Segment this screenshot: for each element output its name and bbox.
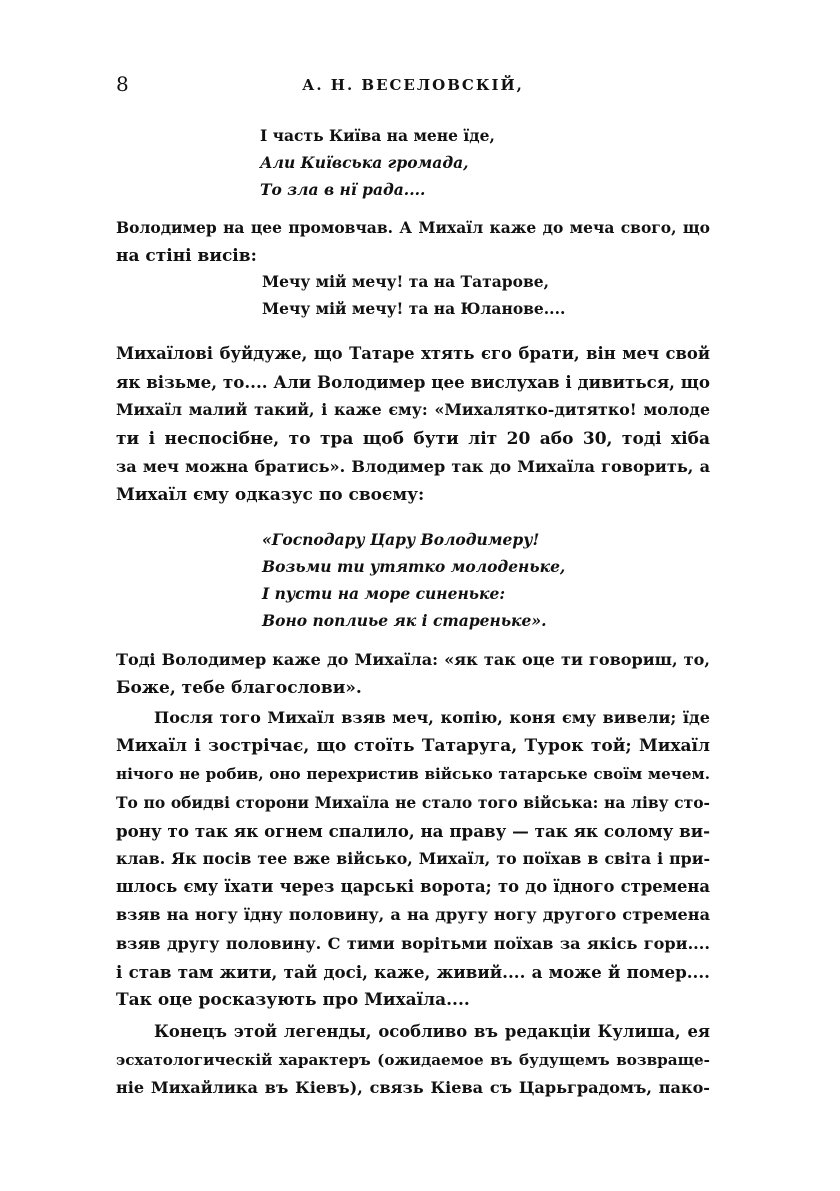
verse-block-2 (262, 268, 565, 322)
text-line: за меч можна братись». Влодимер так до Михаїла говорить, а (116, 456, 710, 476)
text-line: То по обидві сторони Михаїла не стало того війська: на ліву сто- (116, 792, 710, 812)
verse-line: Мечу мій мечу! та на Татарове, (262, 272, 549, 291)
verse-line: Али Київська громада, (260, 153, 469, 172)
text-line: Михаїл малий такий, і каже єму: «Михалятко-дитятко! молоде (116, 400, 710, 420)
text-line: шлось єму їхати через царські ворота; то до їдного стремена (116, 877, 710, 897)
verse-block-3 (262, 526, 565, 634)
text-line: Михаїлові буйдуже, що Татаре хтять єго брати, він меч свой (116, 344, 710, 363)
text-line: взяв на ногу їдну половину, а на другу ногу другого стремена (116, 905, 710, 925)
verse-line: «Господару Цару Володимеру! (262, 530, 540, 549)
text-line: Михаїл єму одказус по своєму: (116, 485, 425, 506)
text-line: і став там жити, тай досі, каже, живий.... а може й помер.... (116, 961, 710, 982)
verse-block-1 (260, 122, 495, 203)
text-line: эсхатологическій характеръ (ожидаемое въ будущемъ возвраще- (116, 1051, 710, 1070)
text-line: клав. Як посів тее вже військо, Михаїл, то поїхав в світа і при- (116, 849, 710, 869)
paragraph-1 (116, 214, 710, 270)
paragraph-5 (116, 1018, 710, 1103)
text-line: на стіні висів: (116, 246, 257, 267)
text-line: Володимер на цее промовчав. А Михаїл каже до меча свого, що (116, 218, 710, 237)
verse-line: І пусти на море синеньке: (262, 584, 506, 603)
text-line: Посля того Михаїл взяв меч, копію, коня єму вивели; їде (154, 708, 710, 727)
page-header (116, 72, 710, 102)
verse-line: Мечу мій мечу! та на Юланове.... (262, 299, 566, 318)
text-line: Михаїл і зострічає, що стоїть Татаруга, Турок той; Михаїл (116, 736, 710, 757)
paragraph-2 (116, 340, 710, 509)
text-line: як візьме, то.... Али Володимер цее вислухав і дивиться, що (116, 372, 710, 393)
text-line: Боже, тебе благослови». (116, 678, 362, 699)
text-line: ти і неспосібне, то тра щоб бути літ 20 або 30, тоді хіба (116, 428, 710, 449)
running-head: А. Н. ВЕСЕЛОВСКІЙ, (302, 76, 524, 94)
text-line: ніе Михайлика въ Кіевъ), связь Кіева съ Царьградомъ, пако- (116, 1078, 710, 1098)
paragraph-3 (116, 646, 710, 702)
text-line: нічого не робив, оно перехристив військо татарське своїм мечем. (116, 765, 710, 784)
verse-line: То зла в нї рада.... (260, 180, 426, 199)
text-line: Тоді Володимер каже до Михаїла: «як так оце ти говориш, то, (116, 650, 710, 669)
text-line: взяв другу половину. С тими ворітьми поїхав за якісь гори.... (116, 933, 710, 953)
text-line: рону то так як огнем спалило, на праву — так як солому ви- (116, 820, 710, 841)
paragraph-4 (116, 704, 710, 1014)
verse-line: Воно поплиье як і стареньке». (262, 611, 547, 630)
verse-line: І часть Київа на мене їде, (260, 126, 495, 145)
page-number: 8 (116, 72, 129, 96)
text-line: Так оце росказують про Михаїла.... (116, 990, 470, 1011)
verse-line: Возьми ти утятко молоденьке, (262, 557, 566, 576)
text-line: Конецъ этой легенды, особливо въ редакціи Кулиша, ея (154, 1022, 710, 1041)
